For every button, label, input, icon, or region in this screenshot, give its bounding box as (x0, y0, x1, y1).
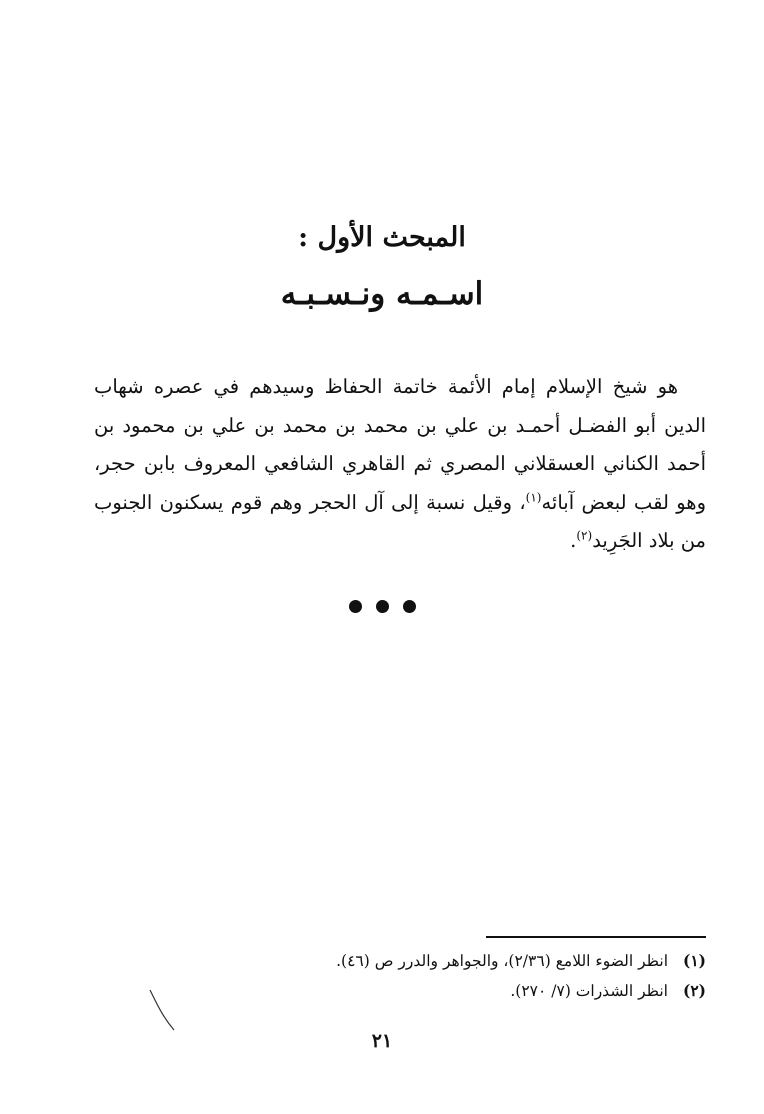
section-heading: المبحث الأول : (298, 222, 466, 253)
footnote-divider (486, 936, 706, 938)
section-title: اسـمـه ونـسـبـه (280, 276, 484, 312)
separator-dot-icon (376, 600, 389, 613)
body-paragraph (94, 368, 706, 561)
separator-dot-icon (403, 600, 416, 613)
footnote-item (94, 946, 706, 976)
footnote-item (94, 976, 706, 1006)
paragraph-text-end: . (570, 529, 577, 552)
scan-artifact-mark (148, 988, 178, 1034)
footnote-number: (٢) (682, 981, 706, 1000)
footnote-number: (١) (682, 951, 706, 970)
footnote-ref-1[interactable]: (١) (525, 490, 542, 504)
footnote-text: انظر الشذرات (٧/ ٢٧٠). (510, 982, 668, 1000)
separator-dot-icon (349, 600, 362, 613)
footnote-ref-2[interactable]: (٢) (576, 528, 593, 543)
page-number: ٢١ (371, 1030, 393, 1052)
footnote-text: انظر الضوء اللامع (٢/٣٦)، والجواهر والدرر ص (٤٦). (336, 952, 668, 970)
footnotes-list (94, 946, 706, 1006)
section-separator (0, 600, 764, 613)
paragraph-text-main: هو شيخ الإسلام إمام الأئمة خاتمة الحفاظ وسيدهم في عصره شهاب الدين أبو الفضـل أحمـد بن علي بن محمد بن محمد بن علي بن محمود بن أحمد الكناني العسقلاني المصري ثم القاهري الشافعي المعروف بابن حجر، وهو لقب لبعض آبائه (94, 375, 706, 514)
paragraph-text-middle: ، وقيل نسبة إلى آل الحجر وهم قوم يسكنون الجنوب من بلاد الجَرِيد (94, 490, 706, 552)
